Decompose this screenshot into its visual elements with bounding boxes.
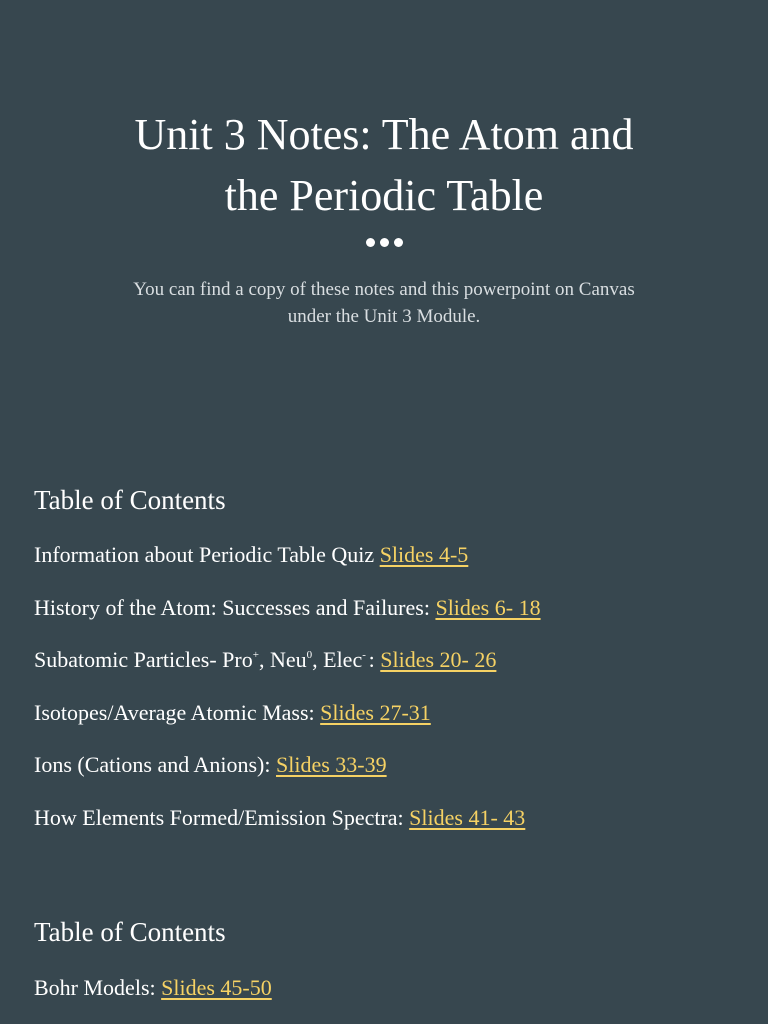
slides-link-history[interactable]: Slides 6- 18 [435,594,541,620]
label-part: , Neu [258,647,307,673]
dot [366,238,375,247]
toc-item-bohr [34,975,754,1024]
electron-charge: - [362,649,369,662]
slides-link-isotopes[interactable]: Slides 27-31 [320,699,431,725]
toc-slide-1 [0,430,768,850]
toc-item-label: Ions (Cations and Anions): [34,752,276,778]
slides-link-bohr[interactable]: Slides 45-50 [161,975,272,1000]
toc-item-label: Information about Periodic Table Quiz [34,542,380,567]
title-line-2: the Periodic Table [224,171,544,220]
toc-item-quiz [34,542,754,595]
toc-item-label: Isotopes/Average Atomic Mass: [34,699,321,725]
toc-item-ions [34,752,754,805]
subtitle-line-1: You can find a copy of these notes and this powerpoint on Canvas [133,279,635,300]
slides-link-subatomic[interactable]: Slides 20- 26 [380,647,497,673]
dot [380,238,389,247]
toc-item-label: History of the Atom: Successes and Failures: [34,594,436,620]
subtitle [60,276,708,330]
toc-item-history [34,595,754,648]
toc-item-label: Bohr Models: [34,975,162,1000]
toc-item-label [34,647,380,672]
title-slide [0,0,768,430]
toc-heading: Table of Contents [34,917,226,947]
toc-heading: Table of Contents [34,485,226,515]
slides-link-quiz[interactable]: Slides 4-5 [379,542,469,567]
ellipsis-dots-icon [0,238,768,247]
toc-item-label: How Elements Formed/Emission Spectra: [34,804,410,830]
label-part: Subatomic Particles- Pro [34,647,253,673]
page-title [0,104,768,226]
dot [394,238,403,247]
slides-link-elements[interactable]: Slides 41- 43 [409,804,526,830]
title-line-1: Unit 3 Notes: The Atom and [134,110,634,159]
proton-charge: + [252,649,259,662]
label-part: , Elec [312,647,363,673]
toc-item-subatomic [34,647,754,700]
toc-item-isotopes [34,700,754,753]
toc-list [34,975,754,1024]
neutron-charge: 0 [306,649,313,662]
subtitle-line-2: under the Unit 3 Module. [287,306,481,327]
label-part: : [368,647,381,673]
toc-slide-2 [0,862,768,1024]
toc-item-elements [34,805,754,858]
toc-list [34,542,754,858]
slides-link-ions[interactable]: Slides 33-39 [276,752,387,778]
